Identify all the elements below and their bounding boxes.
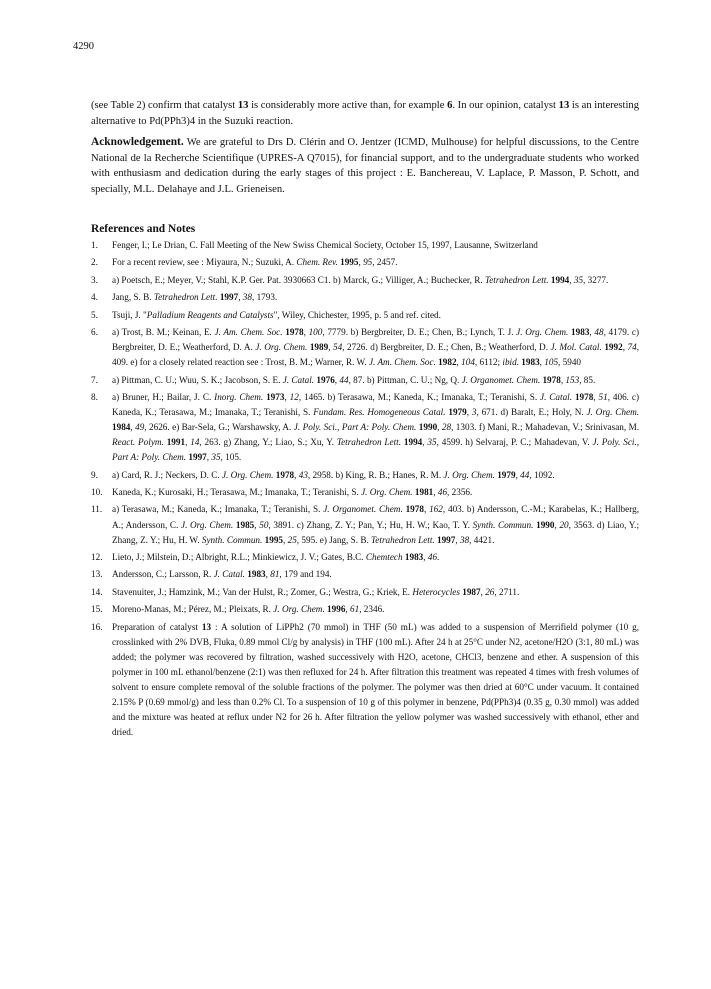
reference-journal: Fundam. Res. Homogeneous Catal. bbox=[313, 407, 446, 418]
reference-journal: Synth. Commun. bbox=[201, 534, 263, 545]
reference-volume: 54 bbox=[333, 342, 343, 353]
reference-text-segment: Jang, S. B. bbox=[112, 292, 154, 303]
reference-volume: 25 bbox=[287, 534, 297, 545]
reference-journal: J. Org. Chem. bbox=[443, 469, 495, 480]
reference-text-segment: , bbox=[554, 519, 560, 530]
reference-year: 1996 bbox=[327, 604, 346, 615]
reference-text-segment: Moreno-Manas, M.; Pérez, M.; Pleixats, R. bbox=[112, 604, 274, 615]
reference-item bbox=[91, 567, 639, 582]
reference-text-segment: , bbox=[294, 469, 299, 480]
reference-year: 1989 bbox=[309, 342, 329, 353]
reference-text-segment: , bbox=[254, 519, 260, 530]
reference-text-segment: , 2726. d) Bergbreiter, D. E.; Chen, B.; Weatherford, D. bbox=[342, 342, 551, 353]
reference-journal: J. Org. Chem. bbox=[273, 604, 325, 615]
reference-year: 1987 bbox=[462, 586, 481, 597]
reference-number: 8. bbox=[91, 391, 98, 402]
reference-text-segment: , bbox=[560, 374, 566, 385]
reference-journal: Synth. Commun. bbox=[472, 519, 534, 530]
reference-volume: 20 bbox=[559, 519, 569, 530]
reference-text-segment: Preparation of catalyst bbox=[112, 621, 202, 632]
reference-text bbox=[112, 390, 639, 465]
reference-volume: 48 bbox=[594, 326, 604, 337]
compound-number: 13 bbox=[558, 100, 570, 111]
reference-text-segment: , bbox=[423, 552, 428, 563]
reference-year: 1990 bbox=[418, 422, 438, 433]
reference-number: 3. bbox=[91, 274, 98, 285]
reference-number: 9. bbox=[91, 469, 98, 480]
reference-text-segment: Kaneda, K.; Kurosaki, H.; Terasawa, M.; Imanaka, T.; Teranishi, S. bbox=[112, 487, 362, 498]
intro-text: . In our opinion, catalyst bbox=[452, 100, 559, 111]
reference-text-segment: , 671. d) Baralt, E.; Holy, N. bbox=[476, 407, 587, 418]
reference-volume: 51 bbox=[598, 391, 608, 402]
reference-text-segment: , bbox=[515, 469, 521, 480]
reference-text-segment: , bbox=[569, 274, 574, 285]
reference-text-segment: , bbox=[303, 326, 309, 337]
reference-text-segment: , bbox=[539, 357, 545, 368]
reference-volume: 38 bbox=[242, 292, 252, 303]
reference-item bbox=[91, 468, 639, 483]
reference-text-segment: Andersson, C.; Larsson, R. bbox=[112, 569, 214, 580]
reference-text-segment: , bbox=[437, 422, 442, 433]
reference-text-segment: , bbox=[358, 257, 364, 268]
reference-text bbox=[112, 567, 639, 582]
reference-text-segment: , bbox=[456, 357, 462, 368]
reference-year: 1995 bbox=[340, 257, 359, 268]
reference-journal: React. Polym. bbox=[112, 437, 164, 448]
reference-year: 1978 bbox=[405, 504, 424, 515]
reference-volume: 95 bbox=[363, 257, 373, 268]
reference-text-segment: , 2457. bbox=[372, 257, 398, 268]
reference-journal: Heterocycles bbox=[412, 586, 460, 597]
reference-text-segment: , bbox=[334, 374, 340, 385]
reference-year: 1983 bbox=[247, 569, 266, 580]
reference-year: 1991 bbox=[166, 437, 186, 448]
reference-volume: 162 bbox=[429, 504, 443, 515]
reference-text-segment: , 2958. b) King, R. B.; Hanes, R. M. bbox=[307, 469, 444, 480]
reference-year: 1978 bbox=[574, 391, 594, 402]
reference-volume: 43 bbox=[298, 469, 308, 480]
reference-text-segment: , 2356. bbox=[447, 487, 473, 498]
reference-text bbox=[112, 255, 639, 270]
references-heading: References and Notes bbox=[91, 223, 196, 235]
references-list bbox=[91, 238, 639, 743]
reference-text-segment: a) Card, R. J.; Neckers, D. C. bbox=[112, 469, 222, 480]
reference-year: 1983 bbox=[521, 357, 540, 368]
reference-text-segment: , bbox=[345, 604, 351, 615]
reference-volume: 81 bbox=[270, 569, 280, 580]
reference-text-segment: , 2346. bbox=[359, 604, 385, 615]
reference-text-segment: , 1465. b) Terasawa, M.; Kaneda, K.; Imanaka, T.; Teranishi, S. bbox=[298, 391, 541, 402]
reference-number: 2. bbox=[91, 257, 98, 268]
reference-journal: Tetrahedron Lett. bbox=[153, 292, 218, 303]
reference-text-segment: , bbox=[185, 437, 191, 448]
reference-text-segment: , bbox=[466, 407, 472, 418]
reference-text-segment: , bbox=[284, 391, 290, 402]
reference-text bbox=[112, 373, 639, 388]
reference-text-segment: , 1092. bbox=[529, 469, 555, 480]
reference-year: 1976 bbox=[316, 374, 335, 385]
reference-volume: 49 bbox=[135, 422, 145, 433]
reference-journal: J. Org. Chem. bbox=[516, 326, 569, 337]
reference-year: 1995 bbox=[264, 534, 283, 545]
reference-journal: Inorg. Chem. bbox=[214, 391, 264, 402]
reference-volume: 105 bbox=[544, 357, 559, 368]
reference-text bbox=[112, 468, 639, 483]
reference-year: 1997 bbox=[436, 534, 456, 545]
reference-item bbox=[91, 308, 639, 323]
reference-text-segment: a) Bruner, H.; Bailar, J. C. bbox=[112, 391, 215, 402]
reference-text-segment: , bbox=[206, 452, 212, 463]
reference-text-segment: Stavenuiter, J.; Hamzink, M.; Van der Hulst, R.; Zomer, G.; Westra, G.; Kriek, E. bbox=[112, 586, 413, 597]
reference-text-segment: , bbox=[433, 487, 438, 498]
reference-text-segment: , 403. b) Andersson, C.-M.; Karabelas, K.; Hallberg, A.; Andersson, C. bbox=[112, 504, 640, 530]
reference-journal: J. Org. Chem. bbox=[361, 487, 413, 498]
reference-volume: 100 bbox=[308, 326, 323, 337]
reference-year: 1983 bbox=[404, 552, 424, 563]
reference-year: 1978 bbox=[285, 326, 304, 337]
reference-volume: 26 bbox=[485, 586, 495, 597]
reference-item bbox=[91, 585, 639, 600]
reference-text-segment: , 3891. c) Zhang, Z. Y.; Pan, Y.; Hu, H. W.; Kao, T. Y. bbox=[268, 519, 473, 530]
reference-item bbox=[91, 255, 639, 270]
reference-year: 1979 bbox=[448, 407, 467, 418]
reference-number: 13. bbox=[91, 569, 103, 580]
reference-text-segment: , 87. b) Pittman, C. U.; Ng, Q. bbox=[348, 374, 462, 385]
intro-text: is an interesting alternative to Pd(PPh3)4 in the Suzuki reaction. bbox=[91, 100, 640, 127]
reference-item bbox=[91, 273, 639, 288]
reference-text-segment: , bbox=[328, 342, 334, 353]
intro-text: (see Table 2) confirm that catalyst bbox=[91, 100, 238, 111]
reference-text-segment: . bbox=[437, 552, 440, 563]
reference-text-segment: , bbox=[265, 569, 271, 580]
reference-volume: 61 bbox=[350, 604, 360, 615]
reference-year: 1990 bbox=[536, 519, 555, 530]
reference-item bbox=[91, 502, 639, 547]
reference-journal: ibid. bbox=[502, 357, 519, 368]
reference-text-segment: Lieto, J.; Milstein, D.; Albright, R.L.; Minkiewicz, J. V.; Gates, B.C. bbox=[112, 552, 366, 563]
reference-year: 1992 bbox=[604, 342, 623, 353]
reference-text-segment: , 263. g) Zhang, Y.; Liao, S.; Xu, Y. bbox=[199, 437, 337, 448]
compound-number: 13 bbox=[237, 100, 249, 111]
reference-item bbox=[91, 373, 639, 388]
reference-text-segment: , 5940 bbox=[558, 357, 582, 368]
reference-text-segment: Tsuji, J. " bbox=[112, 309, 147, 320]
compound-number: 6 bbox=[447, 100, 453, 111]
reference-year: 1994 bbox=[550, 274, 570, 285]
reference-journal: J. Org. Chem. bbox=[586, 407, 640, 418]
reference-journal: J. Catal. bbox=[282, 374, 315, 385]
reference-number: 15. bbox=[91, 604, 103, 615]
reference-text-segment: Fenger, I.; Le Drian, C. Fall Meeting of the New Swiss Chemical Society, October 15, 1997, Lausanne, Switzerland bbox=[112, 240, 538, 250]
reference-text-segment: , 179 and 194. bbox=[279, 569, 332, 580]
reference-journal: Chemtech bbox=[365, 552, 403, 563]
reference-volume: 35 bbox=[573, 274, 584, 285]
reference-journal: J. Org. Chem. bbox=[181, 519, 234, 530]
reference-year: 1981 bbox=[414, 487, 434, 498]
reference-item bbox=[91, 390, 639, 465]
reference-text-segment: : A solution of LiPPh2 (70 mmol) in THF (50 mL) was added to a suspension of Merrifield polymer (10 g, crosslinked with 2% DVB, Fluka, 0.89 mmol Cl/g by analysis) in THF (100 mL). After 24 h at 25°C under N2, acetone/H2O (3:1, 80 mL) was added; the polymer was recovered by filtration, washed successively with H2O, acetone, CHCl3, benzene and ether. A suspension of this polymer in 100 mL ethanol/benzene (2:1) was then refluxed for 24 h. After filtration this treatment was repeated 4 times with fresh volumes of solvent to ensure complete removal of the soluble fractions of the polymer. The polymer was then dried at 60°C under vacuum. It contained 2.15% P (0.69 mmol/g) and less than 0.2% Cl. To a suspension of 10 g of this polymer in benzene, Pd(PPh3)4 (0.35 g, 0.30 mmol) was added and the mixture was heated at reflux under N2 for 26 h. After filtration the yellow polymer was washed successively with ethanol, ether and dried. bbox=[112, 621, 640, 738]
reference-year: 1994 bbox=[403, 437, 423, 448]
reference-text-segment: , 2711. bbox=[494, 586, 520, 597]
reference-volume: 104 bbox=[461, 357, 475, 368]
reference-text-segment: , bbox=[238, 292, 243, 303]
reference-text-segment: , bbox=[423, 504, 430, 515]
reference-item bbox=[91, 485, 639, 500]
intro-text: is considerably more active than, for example bbox=[248, 100, 448, 111]
compound-number: 13 bbox=[201, 621, 212, 632]
reference-item bbox=[91, 290, 639, 305]
acknowledgement-heading: Acknowledgement. bbox=[91, 136, 184, 148]
reference-year: 1983 bbox=[571, 326, 590, 337]
reference-number: 16. bbox=[91, 621, 103, 632]
reference-journal: J. Catal. bbox=[213, 569, 245, 580]
intro-paragraph bbox=[91, 98, 639, 129]
reference-text-segment: , bbox=[283, 534, 288, 545]
reference-volume: 3 bbox=[471, 407, 477, 418]
reference-number: 12. bbox=[91, 552, 103, 563]
reference-text-segment: a) Trost, B. M.; Keinan, E. bbox=[112, 326, 215, 337]
reference-number: 6. bbox=[91, 326, 98, 337]
reference-volume: 38 bbox=[459, 534, 470, 545]
reference-volume: 153 bbox=[565, 374, 580, 385]
reference-volume: 44 bbox=[339, 374, 349, 385]
reference-text-segment: , 85. bbox=[579, 374, 596, 385]
reference-journal: J. Am. Chem. Soc. bbox=[214, 326, 283, 337]
reference-journal: Chem. Rev. bbox=[296, 257, 338, 268]
reference-number: 14. bbox=[91, 586, 103, 597]
acknowledgement-paragraph bbox=[91, 135, 639, 197]
reference-volume: 46 bbox=[427, 552, 438, 563]
reference-number: 11. bbox=[91, 504, 103, 515]
reference-text bbox=[112, 602, 639, 617]
reference-text bbox=[112, 308, 639, 323]
reference-text-segment: , 3277. bbox=[583, 274, 609, 285]
reference-text-segment: , bbox=[422, 437, 428, 448]
reference-item bbox=[91, 550, 639, 565]
reference-year: 1973 bbox=[266, 391, 285, 402]
reference-journal: J. Org. Chem. bbox=[221, 469, 274, 480]
reference-volume: 35 bbox=[427, 437, 437, 448]
reference-journal: Tetrahedron Lett. bbox=[371, 534, 435, 545]
reference-number: 10. bbox=[91, 487, 103, 498]
reference-text-segment: , 1303. f) Mani, R.; Mahadevan, V.; Srinivasan, M. bbox=[451, 422, 640, 433]
reference-volume: 46 bbox=[437, 487, 448, 498]
reference-year: 1997 bbox=[219, 292, 239, 303]
reference-journal: J. Poly. Sci., Part A: Poly. Chem. bbox=[293, 422, 417, 433]
reference-journal: J. Catal. bbox=[540, 391, 573, 402]
reference-text-segment: , 7779. b) Bergbreiter, D. E.; Chen, B.; Lynch, T. J. bbox=[322, 326, 517, 337]
reference-text bbox=[112, 238, 639, 253]
reference-journal: J. Am. Chem. Soc. bbox=[368, 357, 436, 368]
reference-item bbox=[91, 602, 639, 617]
reference-number: 5. bbox=[91, 309, 98, 320]
reference-journal: J. Organomet. Chem. bbox=[323, 504, 403, 515]
reference-journal: J. Organomet. Chem. bbox=[461, 374, 541, 385]
reference-number: 4. bbox=[91, 292, 98, 303]
reference-journal: Tetrahedron Lett. bbox=[484, 274, 549, 285]
reference-text-segment: , 1793. bbox=[251, 292, 278, 303]
page-number: 4290 bbox=[73, 41, 94, 52]
reference-text-segment: , 409. e) for a closely related reaction see : Trost, B. M.; Warner, R. W. bbox=[112, 342, 639, 368]
reference-text-segment: , bbox=[593, 391, 599, 402]
reference-year: 1997 bbox=[188, 452, 207, 463]
reference-year: 1984 bbox=[112, 422, 131, 433]
reference-year: 1982 bbox=[438, 357, 457, 368]
reference-text-segment: For a recent review, see : Miyaura, N.; Suzuki, A. bbox=[112, 257, 297, 268]
reference-text bbox=[112, 273, 639, 288]
reference-text-segment: , 3563. d) Liao, Y.; Zhang, Z. Y.; Hu, H. W. bbox=[112, 519, 640, 545]
reference-text-segment: , bbox=[455, 534, 460, 545]
reference-text bbox=[112, 502, 639, 547]
reference-text bbox=[112, 585, 639, 600]
reference-number: 1. bbox=[91, 240, 98, 250]
reference-journal: Palladium Reagents and Catalysts bbox=[146, 309, 274, 320]
reference-volume: 74 bbox=[627, 342, 637, 353]
reference-volume: 14 bbox=[190, 437, 200, 448]
reference-text-segment: , 2626. e) Bar-Sela, G.; Warshawsky, A. bbox=[144, 422, 294, 433]
reference-text-segment: a) Terasawa, M.; Kaneda, K.; Imanaka, T.; Teranishi, S. bbox=[112, 504, 324, 515]
reference-text bbox=[112, 550, 639, 565]
reference-text-segment: , 105. bbox=[220, 452, 242, 463]
reference-text-segment: ", Wiley, Chichester, 1995, p. 5 and ref. cited. bbox=[273, 309, 441, 320]
reference-volume: 50 bbox=[259, 519, 269, 530]
reference-text bbox=[112, 485, 639, 500]
reference-item bbox=[91, 620, 639, 741]
reference-journal: J. Poly. Sci., Part A: Poly. Chem. bbox=[112, 437, 640, 463]
reference-text-segment: , 406. c) Kaneda, K.; Terasawa, M.; Imanaka, T.; Teranishi, S. bbox=[112, 391, 640, 418]
reference-text-segment: a) Poetsch, E.; Meyer, V.; Stahl, K.P. Ger. Pat. 3930663 C1. b) Marck, G.; Villiger, A.; Buchecker, R. bbox=[112, 274, 485, 285]
reference-item bbox=[91, 325, 639, 370]
reference-text bbox=[112, 290, 639, 305]
reference-text bbox=[112, 325, 639, 370]
reference-journal: J. Org. Chem. bbox=[255, 342, 308, 353]
reference-text-segment: , 6112; bbox=[474, 357, 503, 368]
reference-text-segment: , bbox=[480, 586, 486, 597]
reference-year: 1978 bbox=[542, 374, 561, 385]
reference-text-segment: , bbox=[130, 422, 136, 433]
reference-volume: 44 bbox=[520, 469, 530, 480]
reference-journal: J. Mol. Catal. bbox=[550, 342, 602, 353]
reference-year: 1985 bbox=[235, 519, 255, 530]
reference-number: 7. bbox=[91, 374, 98, 385]
reference-year: 1979 bbox=[497, 469, 516, 480]
reference-text-segment: , bbox=[622, 342, 628, 353]
acknowledgement-text: We are grateful to Drs D. Clérin and O. Jentzer (ICMD, Mulhouse) for helpful discussions, to the Centre National de la Recherche Scientifique (UPRES-A Q7015), for financial support, and to the undergraduate students who worked with enthusiasm and dedication during the early stages of this project : E. Banchereau, V. Laplace, P. Masson, P. Schott, and specially, M.L. Delahaye and J.L. Grieneisen. bbox=[91, 137, 639, 195]
reference-year: 1978 bbox=[275, 469, 295, 480]
reference-volume: 12 bbox=[289, 391, 299, 402]
reference-volume: 35 bbox=[211, 452, 221, 463]
reference-text-segment: , bbox=[589, 326, 595, 337]
reference-text-segment: , 595. e) Jang, S. B. bbox=[296, 534, 372, 545]
reference-text-segment: , 4179. c) Bergbreiter, D. E.; Weatherford, D. A. bbox=[112, 326, 640, 353]
reference-text-segment: , 4599. h) Selvaraj, P. C.; Mahadevan, V. bbox=[436, 437, 593, 448]
reference-text bbox=[112, 620, 639, 741]
reference-volume: 28 bbox=[441, 422, 452, 433]
reference-text-segment: , 4421. bbox=[469, 534, 495, 545]
reference-text-segment: a) Pittman, C. U.; Wuu, S. K.; Jacobson, S. E. bbox=[112, 374, 283, 385]
reference-item bbox=[91, 238, 639, 253]
reference-journal: Tetrahedron Lett. bbox=[336, 437, 402, 448]
